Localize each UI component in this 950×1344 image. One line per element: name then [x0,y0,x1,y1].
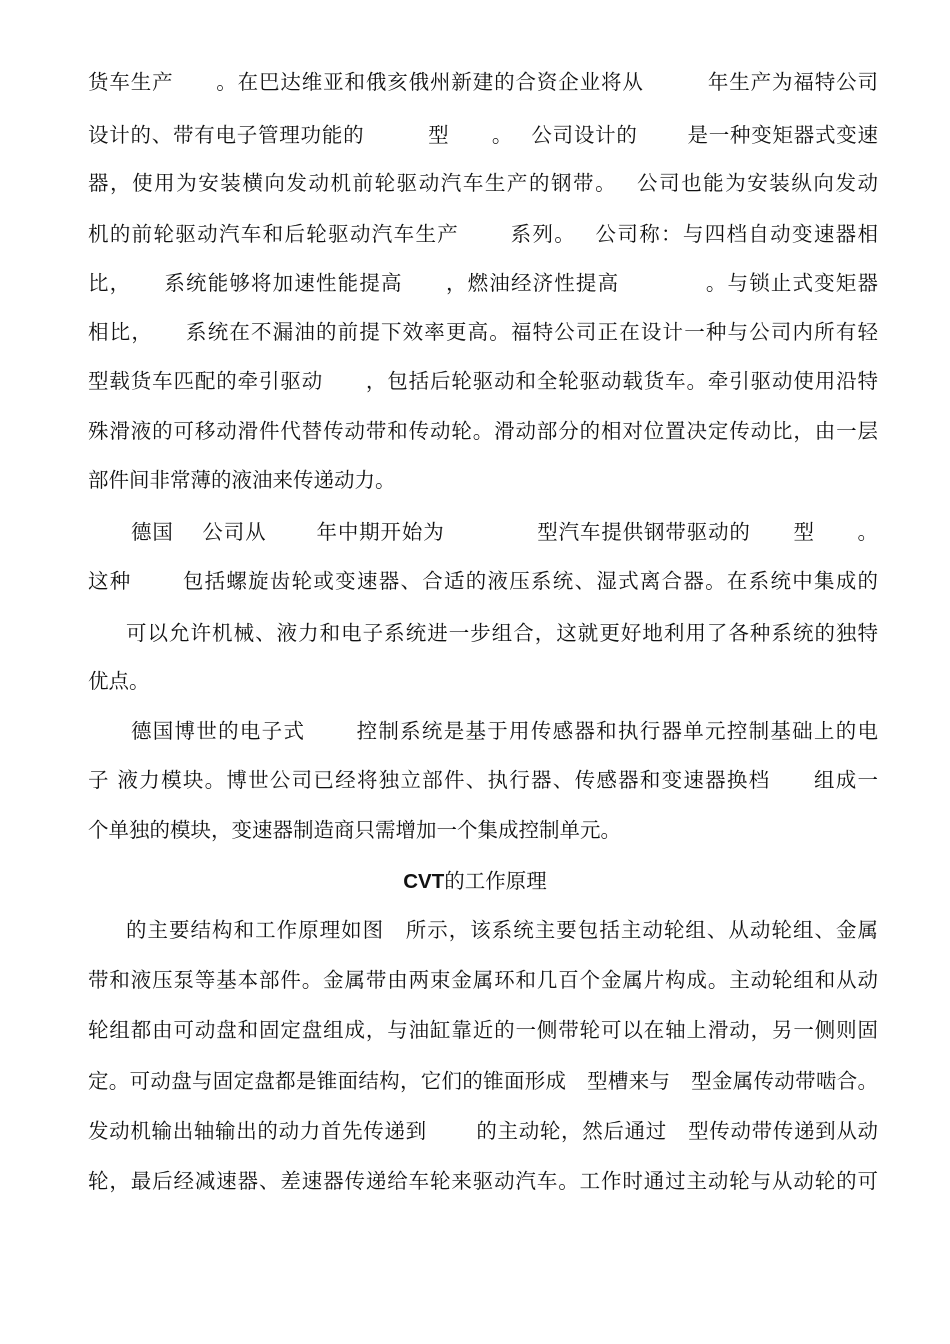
text-line: 器，使用为安装横向发动机前轮驱动汽车生产的钢带。 公司也能为安装纵向发动 [88,171,878,195]
text-line: 轮，最后经减速器、差速器传递给车轮来驱动汽车。工作时通过主动轮与从动轮的可 [88,1169,878,1193]
text-line: 殊滑液的可移动滑件代替传动带和传动轮。滑动部分的相对位置决定传动比，由一层 [88,419,878,443]
text-line: 设计的、带有电子管理功能的 型 。 公司设计的 是一种变矩器式变速 [88,123,878,147]
text-line: 比， 系统能够将加速性能提高 ，燃油经济性提高 。与锁止式变矩器 [88,271,878,295]
text-line: 子 液力模块。博世公司已经将独立部件、执行器、传感器和变速器换档 组成一 [88,768,878,792]
text-line: 的主要结构和工作原理如图 所示，该系统主要包括主动轮组、从动轮组、金属 [126,918,878,942]
text-line: 可以允许机械、液力和电子系统进一步组合，这就更好地利用了各种系统的独特 [126,621,878,645]
text-line: 部件间非常薄的液油来传递动力。 [88,468,396,492]
section-title-text: 的工作原理 [444,869,547,893]
text-line: 这种 包括螺旋齿轮或变速器、合适的液压系统、湿式离合器。在系统中集成的 [88,569,878,593]
text-line: 发动机输出轴输出的动力首先传递到 的主动轮，然后通过 型传动带传递到从动 [88,1119,878,1143]
text-line: 个单独的模块，变速器制造商只需增加一个集成控制单元。 [88,818,621,842]
text-line: 德国 公司从 年中期开始为 型汽车提供钢带驱动的 型 。 [131,520,878,544]
text-line: 相比， 系统在不漏油的前提下效率更高。福特公司正在设计一种与公司内所有轻 [88,320,878,344]
text-line: 型载货车匹配的牵引驱动 ，包括后轮驱动和全轮驱动载货车。牵引驱动使用沿特 [88,369,878,393]
section-title [0,866,950,897]
text-line: 优点。 [88,669,150,693]
text-line: 带和液压泵等基本部件。金属带由两束金属环和几百个金属片构成。主动轮组和从动 [88,968,878,992]
text-line: 德国博世的电子式 控制系统是基于用传感器和执行器单元控制基础上的电 [131,719,878,743]
text-line: 货车生产 。在巴达维亚和俄亥俄州新建的合资企业将从 年生产为福特公司 [88,70,878,94]
text-line: 定。可动盘与固定盘都是锥面结构，它们的锥面形成 型槽来与 型金属传动带啮合。 [88,1069,878,1093]
text-line: 轮组都由可动盘和固定盘组成，与油缸靠近的一侧带轮可以在轴上滑动，另一侧则固 [88,1018,878,1042]
text-line: 机的前轮驱动汽车和后轮驱动汽车生产 系列。 公司称：与四档自动变速器相 [88,222,878,246]
section-title-latin: CVT [403,870,445,893]
